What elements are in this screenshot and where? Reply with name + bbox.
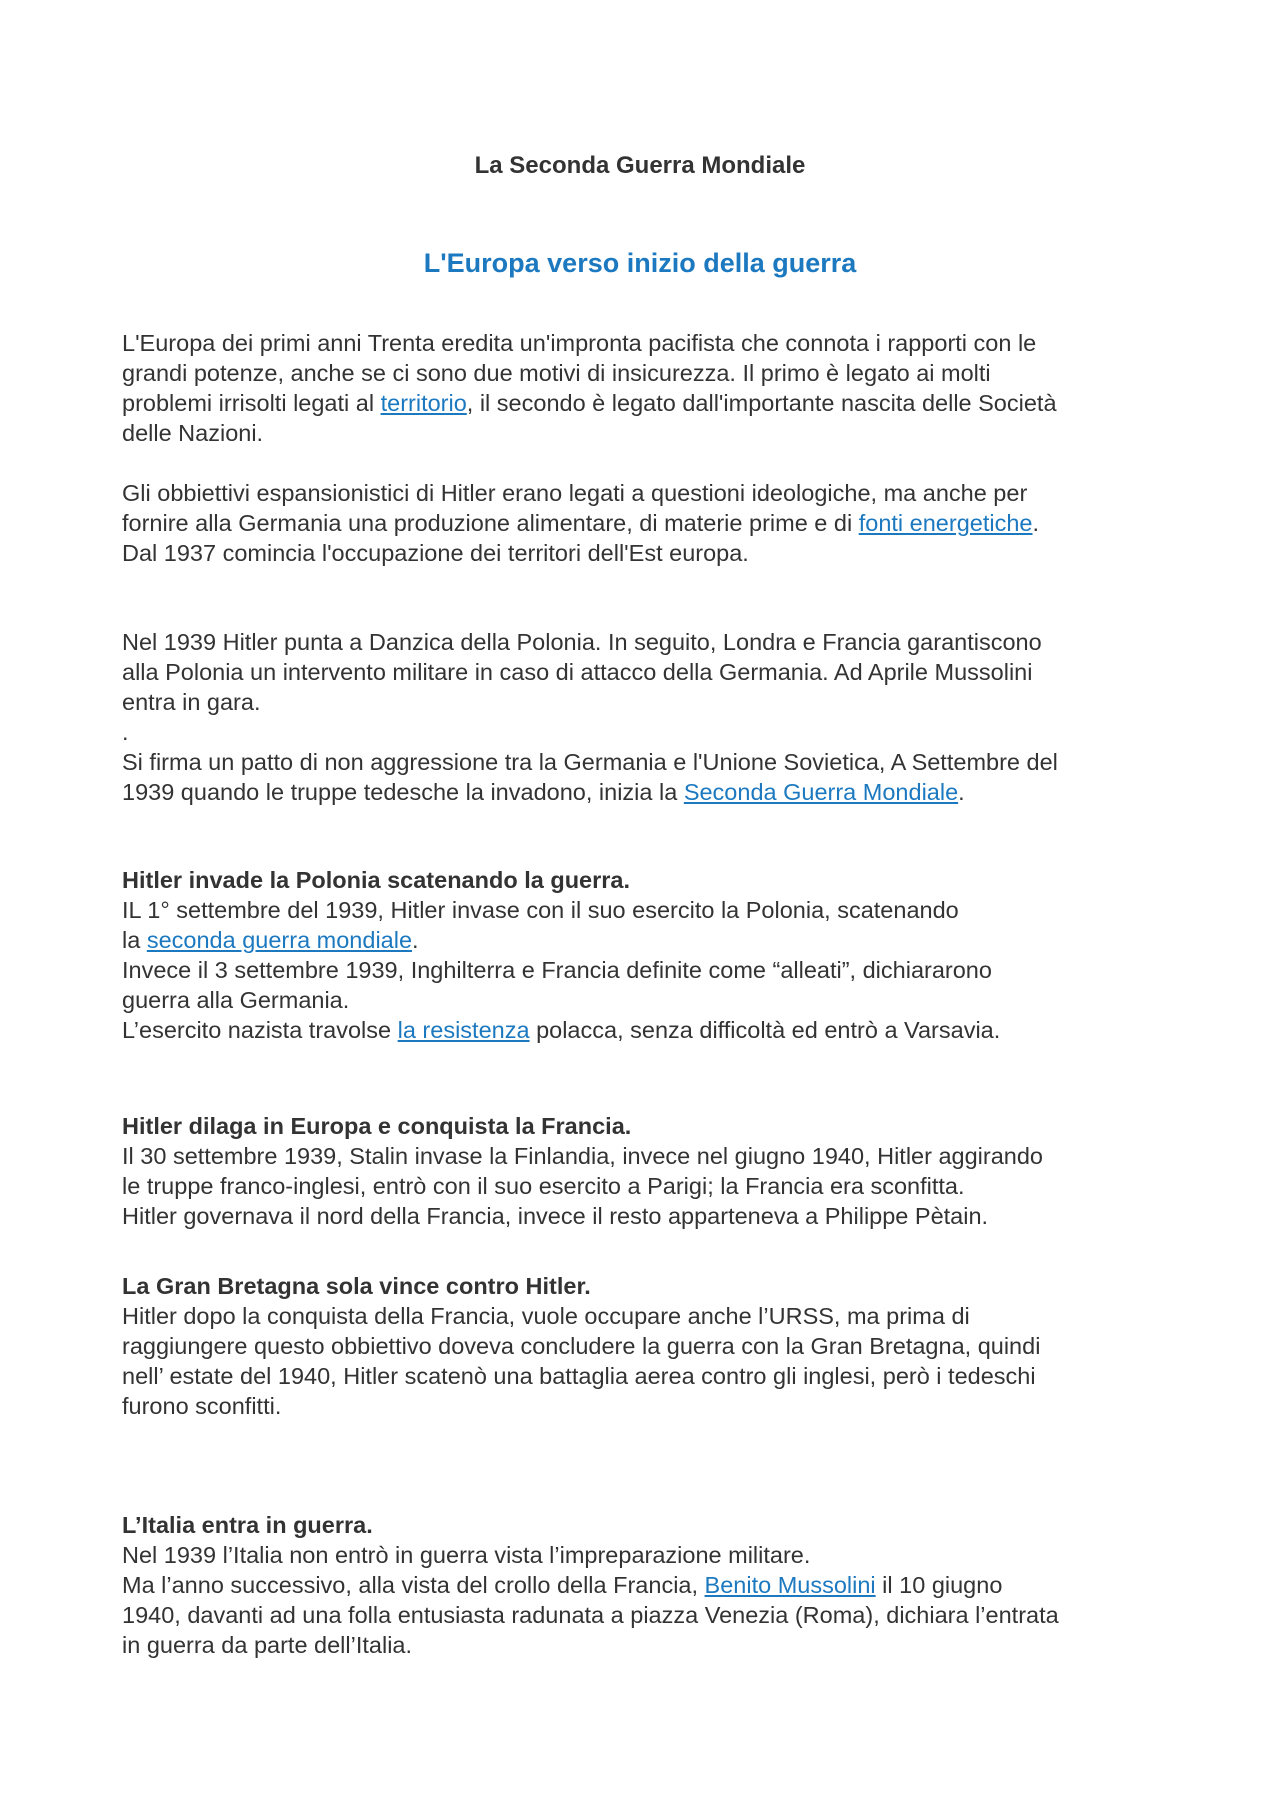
text-line: Hitler dopo la conquista della Francia, vuole occupare anche l’URSS, ma prima di (122, 1303, 970, 1329)
text-line: . (122, 719, 129, 745)
text-line (122, 1015, 1172, 1045)
text-line: 1940, davanti ad una folla entusiasta radunata a piazza Venezia (Roma), dichiara l’entrata (122, 1602, 1059, 1628)
section-francia (122, 1111, 1172, 1231)
text-fragment: la (122, 927, 147, 953)
text-line: Nel 1939 l’Italia non entrò in guerra vista l’impreparazione militare. (122, 1542, 811, 1568)
text-line: raggiungere questo obbiettivo doveva concludere la guerra con la Gran Bretagna, quindi (122, 1333, 1041, 1359)
text-fragment: . (412, 927, 419, 953)
document-title: La Seconda Guerra Mondiale (474, 152, 806, 179)
paragraph-hitler-objectives (122, 478, 1172, 568)
text-line: entra in gara. (122, 689, 261, 715)
text-line (122, 925, 1172, 955)
text-line: nell’ estate del 1940, Hitler scatenò una battaglia aerea contro gli inglesi, però i tedeschi (122, 1363, 1036, 1389)
section-italia (122, 1510, 1172, 1660)
text-line (122, 508, 1172, 538)
text-line: furono sconfitti. (122, 1393, 282, 1419)
text-line: Il 30 settembre 1939, Stalin invase la Finlandia, invece nel giugno 1940, Hitler aggirando (122, 1143, 1043, 1169)
text-fragment: Ma l’anno successivo, alla vista del crollo della Francia, (122, 1572, 705, 1598)
text-fragment: . (1032, 510, 1040, 536)
text-line: Invece il 3 settembre 1939, Inghilterra e Francia definite come “alleati”, dichiararono (122, 957, 992, 983)
link-seconda-guerra-mondiale[interactable]: Seconda Guerra Mondiale (683, 779, 959, 805)
text-fragment: . (958, 779, 965, 805)
text-line: in guerra da parte dell’Italia. (122, 1632, 413, 1658)
text-fragment: il 10 giugno (875, 1572, 1003, 1598)
section-title: Hitler dilaga in Europa e conquista la Francia. (122, 1113, 632, 1139)
text-line: guerra alla Germania. (122, 987, 350, 1013)
section-gran-bretagna (122, 1271, 1172, 1421)
text-line (122, 1570, 1172, 1600)
text-line: Gli obbiettivi espansionistici di Hitler erano legati a questioni ideologiche, ma anche per (122, 480, 1028, 506)
text-fragment: problemi irrisolti legati al (122, 390, 381, 416)
text-line: delle Nazioni. (122, 420, 264, 446)
link-fonti-energetiche[interactable]: fonti energetiche (858, 510, 1033, 536)
text-line: Nel 1939 Hitler punta a Danzica della Polonia. In seguito, Londra e Francia garantiscono (122, 629, 1042, 655)
text-line: Dal 1937 comincia l'occupazione dei territori dell'Est europa. (122, 540, 749, 566)
link-territorio[interactable]: territorio (380, 390, 467, 416)
text-line: L'Europa dei primi anni Trenta eredita un'impronta pacifista che connota i rapporti con le (122, 330, 1037, 356)
text-line: le truppe franco-inglesi, entrò con il suo esercito a Parigi; la Francia era sconfitta. (122, 1173, 965, 1199)
text-fragment: 1939 quando le truppe tedesche la invadono, inizia la (122, 779, 684, 805)
paragraph-danzica (122, 627, 1172, 807)
section-heading: L'Europa verso inizio della guerra (423, 248, 857, 278)
text-line: grandi potenze, anche se ci sono due motivi di insicurezza. Il primo è legato ai molti (122, 360, 991, 386)
text-line (122, 777, 1172, 807)
section-title: L’Italia entra in guerra. (122, 1512, 373, 1538)
text-fragment: L’esercito nazista travolse (122, 1017, 398, 1043)
text-line (122, 388, 1172, 418)
section-title: La Gran Bretagna sola vince contro Hitler. (122, 1273, 591, 1299)
link-la-resistenza[interactable]: la resistenza (397, 1017, 530, 1043)
text-line: Hitler governava il nord della Francia, invece il resto apparteneva a Philippe Pètain. (122, 1203, 989, 1229)
text-line: alla Polonia un intervento militare in caso di attacco della Germania. Ad Aprile Mussolini (122, 659, 1033, 685)
paragraph-intro (122, 328, 1172, 448)
text-line: Si firma un patto di non aggressione tra la Germania e l'Unione Sovietica, A Settembre del (122, 749, 1058, 775)
link-seconda-guerra-mondiale-2[interactable]: seconda guerra mondiale (146, 927, 413, 953)
link-benito-mussolini[interactable]: Benito Mussolini (704, 1572, 876, 1598)
section-title: Hitler invade la Polonia scatenando la guerra. (122, 867, 631, 893)
text-fragment: polacca, senza difficoltà ed entrò a Varsavia. (529, 1017, 1001, 1043)
text-fragment: , il secondo è legato dall'importante nascita delle Società (466, 390, 1057, 416)
text-line: IL 1° settembre del 1939, Hitler invase con il suo esercito la Polonia, scatenando (122, 897, 959, 923)
text-fragment: fornire alla Germania una produzione alimentare, di materie prime e di (122, 510, 859, 536)
section-polonia (122, 865, 1172, 1045)
